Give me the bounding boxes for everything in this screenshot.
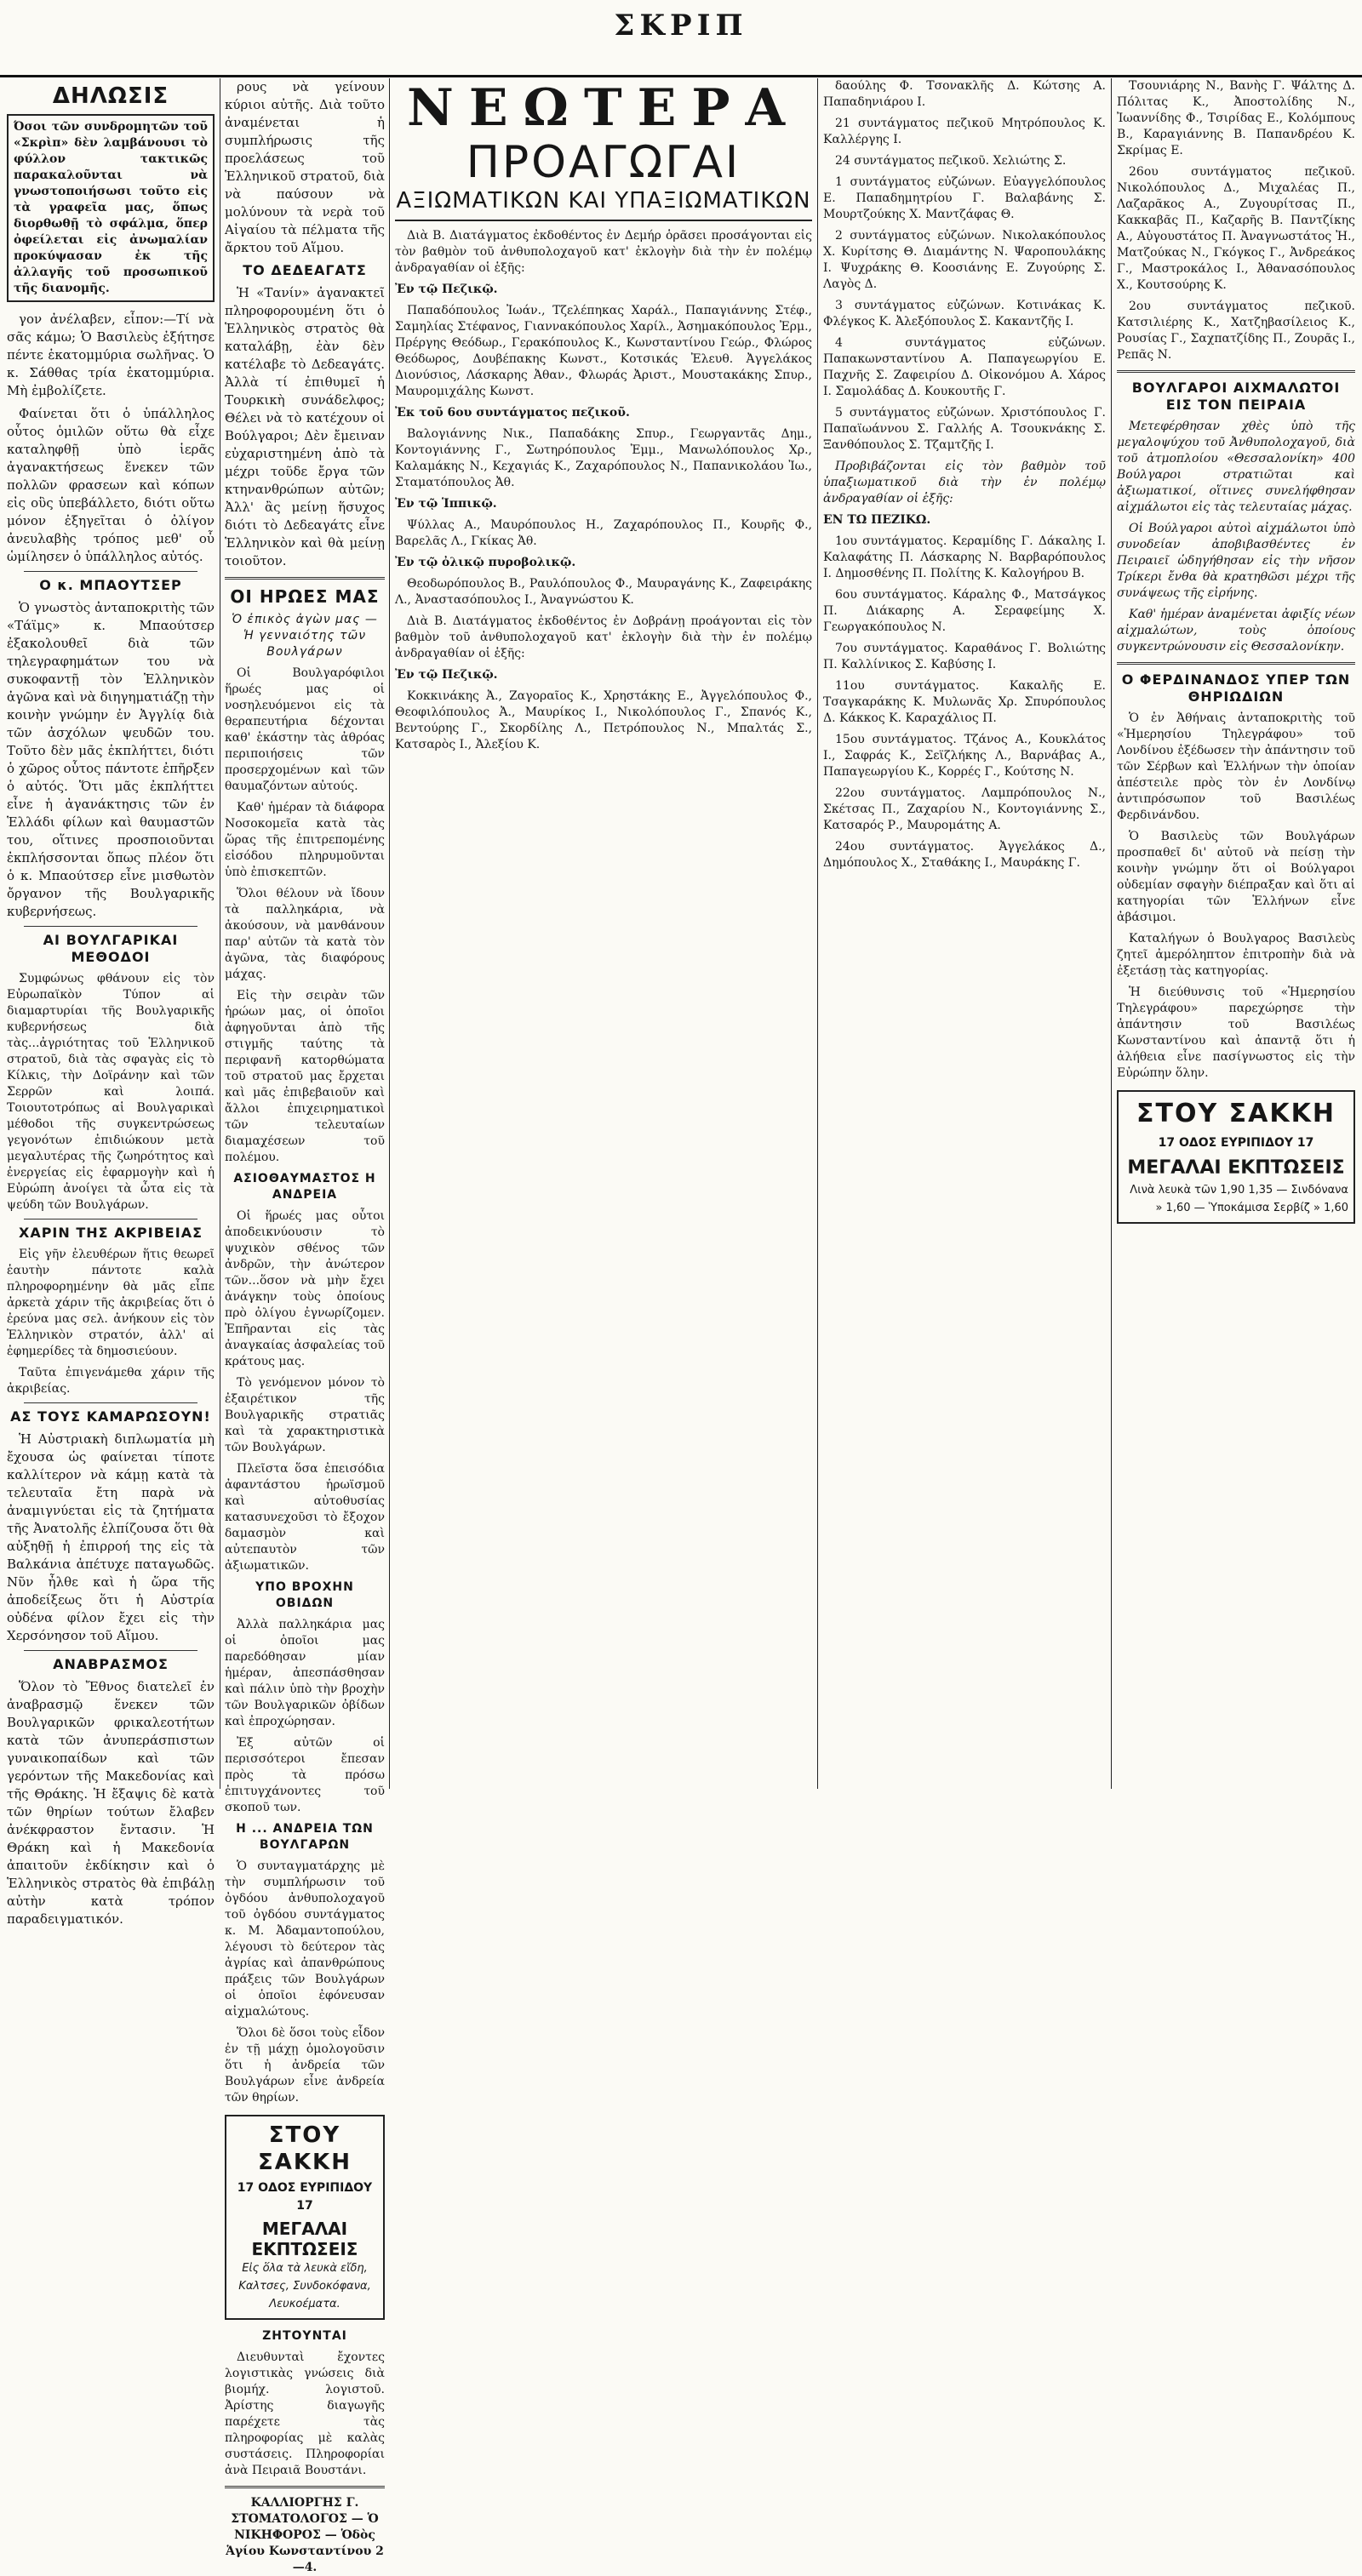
article-text: Ἐξ αὐτῶν οἱ περισσότεροι ἔπεσαν πρὸς τὰ πρόσω ἐπιτυγχάνοντες τοῦ σκοποῦ των. [225,1736,385,1814]
article-text: Ἡ «Τανίν» ἀγανακτεῖ πληροφορουμένη ὅτι ὁ Ἑλληνικὸς στρατὸς θὰ καταλάβῃ, ἐὰν δὲν κατέλαβε τὸ Δεδεαγάτς. Ἀλλὰ τί ἐπιθυμεῖ ἡ Τουρκικὴ συνάδελφος; Θέλει νὰ τὸ κατέχουν οἱ Βούλγαροι; Δὲν ἔμειναν εὐχαριστημένη ἀπὸ τὰ μέχρι τοῦδε ἔργα τῶν κτηνανθρώπων αὐτῶν; Ἀλλ' ἂς μείνῃ ἥσυχος διότι τὸ Δεδεαγάτς εἶνε Ἑλληνικὸν καὶ θὰ μείνῃ τοιοῦτον. [225,285,385,568]
article-text: Πλεῖστα ὅσα ἐπεισόδια ἀφαντάστου ἡρωϊσμοῦ καὶ αὐτοθυσίας κατασυνεχοῦσι τὸ ἔξοχον δαμασμὸν καὶ αὐτεπαυτὸν τῶν ἀξιωματικῶν. [225,1462,385,1573]
article-text: Οἱ Βουλγαρόφιλοι ἥρωές μας οἱ νοσηλευόμενοι εἰς τὰ θεραπευτήρια δέχονται καθ' ἑκάστην τὰς ἀθρόας περιποιήσεις τῶν προσερχομένων καὶ τῶν θαυμαζόντων αὐτούς. [225,666,385,793]
column-5 [1117,78,1355,1789]
article-text: Κοκκινάκης Ἀ., Ζαγοραῖος Κ., Χρηστάκης Ε., Ἀγγελόπουλος Φ., Θεοφιλόπουλος Ἀ., Μαυρίκος Ι., Νικολόπουλος Γ., Σπανός Κ., Βεντούρης Γ., Σκορδίλης Λ., Πετρόπουλος Ν., Μπαλτάς Σ., Κατσαρὸς Ι., Ἀλεξίου Κ. [395,689,812,751]
classified-text: Διευθυνταὶ ἔχοντες λογιστικὰς γνώσεις διὰ βιομήχ. λογιστοῦ. Ἀρίστης διαγωγῆς παρέχετε τὰς πληροφορίας μὲ καλὰς συστάσεις. Πληροφορίαι ἀνὰ Πειραιᾶ Βουστάνι. [225,2350,385,2477]
article-heading: Η ... ΑΝΔΡΕΙΑ ΤΩΝ ΒΟΥΛΓΑΡΩΝ [236,1822,374,1852]
article-text: 24 συντάγματος πεζικοῦ. Χελιώτης Σ. [835,154,1067,168]
article-text: 5 συντάγματος εὐζώνων. Χριστόπουλος Γ. Παπαϊωάννου Σ. Γαλλής Α. Τσουκνάκης Σ. Ξανθόπουλος Σ. Τζαμτζῆς Ι. [823,406,1106,452]
article-heading: ΤΟ ΔΕΔΕΑΓΑΤΣ [243,262,367,278]
article-text: Ἡ Αὐστριακὴ διπλωματία μὴ ἔχουσα ὡς φαίνεται τίποτε καλλίτερον νὰ κάμῃ κατὰ τὰ τελευταῖα ἔτη παρὰ νὰ ἀναμιγνύεται εἰς τὰ ζητήματα τῆς Ἀνατολῆς ἐλπίζουσα ὅτι θὰ αὐξηθῇ ἡ ἐπιρροή της εἰς τὰ Βαλκάνια ἀπέτυχε παταγωδῶς. Νῦν ἦλθε καὶ ἡ ὥρα τῆς ἀποδείξεως ὅτι ἡ Αὐστρία οὐδένα φίλον ἔχει εἰς τὴν Χερσόνησον τοῦ Αἵμου. [7,1431,215,1643]
article-heading: ΧΑΡΙΝ ΤΗΣ ΑΚΡΙΒΕΙΑΣ [18,1225,203,1241]
article-text: 24ου συντάγματος. Ἀγγελάκος Δ., Δημόπουλος Χ., Σταθάκης Ι., Μαυράκης Γ. [823,840,1106,870]
article-text: δαούλης Φ. Τσονακλῆς Δ. Κώτσης Α. Παπαδηνιάρου Ι. [823,79,1106,109]
ad-headline: ΜΕΓΑΛΑΙ ΕΚΠΤΩΣΕΙΣ [251,2219,358,2259]
article-heading: Ο κ. ΜΠΑΟΥΤΣΕΡ [39,577,182,593]
divider [24,1650,197,1651]
section-label: Ἐν τῷ Ἱππικῷ. [395,497,497,511]
advertisement-sakki [1117,1090,1355,1224]
article-text: Παπαδόπουλος Ἰωάν., Τζελέπηκας Χαράλ., Παπαγιάννης Στέφ., Σαμηλίας Στέφανος, Γιαννακόπουλος Χαρίλ., Ἀσημακόπουλος Ἐρμ., Πρέργης Θεόδωρ., Γερακόπουλος Κ., Κωνσταντίνου Γεώρ., Φλώρος Θεόδωρος, Δουβέπακης Κωνστ., Κοτσικάς Ἐλευθ. Ἀγγελάκος Διονύσιος, Λάσκαρης Ἀθαν., Φλωράς Ἀριστ., Μουστακάκης Σπυρ., Μαυρομιχάλης Κωνστ. [395,304,812,398]
article-text: 6ου συντάγματος. Κάραλης Φ., Ματσάγκος Π. Διάκαρης Α. Σεραφείμης Χ. Γεωργακόπουλος Ν. [823,588,1106,634]
article-heading: ΔΗΛΩΣΙΣ [52,83,169,109]
article-heading: ΠΡΟΑΓΩΓΑΙ [466,137,741,188]
column-4 [823,78,1106,1789]
article-text: 15ου συντάγματος. Τζάνος Α., Κουκλάτος Ι., Σαφράς Κ., Σεϊζλήκης Λ., Βαρνάβας Α., Παπαγεωργίου Κ., Κορρές Γ., Κούτσης Ν. [823,733,1106,779]
ad-text: Εἰς ὅλα τὰ λευκὰ εἴδη, Καλτσες, Συνδοκόφανα, Λευκοέματα. [238,2262,371,2310]
article-heading: Ο ΦΕΡΔΙΝΑΝΔΟΣ ΥΠΕΡ ΤΩΝ ΘΗΡΙΩΔΙΩΝ [1121,671,1351,705]
article-subheading: Ὁ ἐπικὸς ἀγὼν μας — Ἡ γενναιότης τῶν Βουλγάρων [232,613,378,659]
article-text: 2ου συντάγματος πεζικοῦ. Κατσιλιέρης Κ., Χατζηβασίλειος Κ., Ρουσίας Γ., Σαχπατζίδης Π., Ζουρᾶς Ι., Ρεπᾶς Ν. [1117,300,1355,362]
column-rule [817,78,818,1789]
article-text: Ὁ συνταγματάρχης μὲ τὴν συμπλήρωσιν τοῦ ὀγδόου ἀνθυπολοχαγοῦ τοῦ ὀγδόου συντάγματος κ. Μ. Ἀδαμαντοπούλου, λέγουσι τὸ δεύτερον τὰς ἀγρίας καὶ ἀπανθρώπους πράξεις τῶν Βουλγάρων οἱ ὁποῖοι ἐφόνευσαν αἰχμαλώτους. [225,1859,385,2019]
article-text: Εἰς τὴν σειρὰν τῶν ἡρώων μας, οἱ ὁποῖοι ἀφηγοῦνται ἀπὸ τῆς στιγμῆς ταύτης τὰ περιφανῆ κατορθώματα τοῦ στρατοῦ μας ἔρχεται καὶ μᾶς ἐπιβεβαιοῦν καὶ ἄλλοι ἐπιχειρηματικοὶ τῶν τελευταίων διαμαχέσεων τοῦ πολέμου. [225,989,385,1164]
article-text: Διὰ Β. Διατάγματος ἐκδοθέντος ἐν Δοβράνῃ προάγονται εἰς τὸν βαθμὸν τοῦ ἀνθυπολοχαγοῦ κατ' ἐκλογὴν διὰ τὴν ἐν πολέμῳ ἀνδραγαθίαν οἱ ἑξῆς: [395,614,812,660]
article-text: Ὅλοι θέλουν νὰ ἴδουν τὰ παλληκάρια, νὰ ἀκούσουν, νὰ μανθάνουν παρ' αὐτῶν τὰ κατὰ τὸν ἀγῶνα, τὰς διαφόρους μάχας. [225,887,385,981]
article-text: Μετεφέρθησαν χθὲς ὑπὸ τῆς μεγαλοψύχου τοῦ Ἀνθυπολοχαγοῦ, διὰ τοῦ ἀτμοπλοίου «Θεσσαλονίκη» 400 Βούλγαροι στρατιῶται καὶ ἀξιωματικοί, οἵτινες συνελήφθησαν αἰχμάλωτοι εἰς τὰς τελευταίας μάχας. [1117,420,1355,514]
ad-prices: Λινὰ λευκὰ τῶν 1,90 1,35 — Σινδόνανα » 1,60 — Ὑποκάμισα Σερβίζ » 1,60 [1130,1184,1348,1214]
article-heading: ΟΙ ΗΡΩΕΣ ΜΑΣ [230,586,380,607]
article-text: 1 συντάγματος εὐζώνων. Εὐαγγελόπουλος Ε. Παπαδημητρίου Γ. Βαλαβάνης Σ. Μουρτζούκης Χ. Μαντζάφας Θ. [823,175,1106,221]
article-text: Οἱ Βούλγαροι αὐτοὶ αἰχμάλωτοι ὑπὸ συνοδείαν ἀποβιβασθέντες ἐν Πειραιεῖ ὡδηγήθησαν εἰς τὴν νῆσον Τρίκερι ἔνθα θὰ κρατηθῶσι μέχρι τῆς συνάψεως τῆς εἰρήνης. [1117,522,1355,600]
article-text: 22ου συντάγματος. Λαμπρόπουλος Ν., Σκέτσας Π., Ζαχαρίου Ν., Κοντογιάννης Σ., Κατσαρός Ρ., Μαυρομάτης Α. [823,786,1106,832]
article-heading: ΒΟΥΛΓΑΡΟΙ ΑΙΧΜΑΛΩΤΟΙ ΕΙΣ ΤΟΝ ΠΕΙΡΑΙΑ [1131,380,1341,413]
article-text: Φαίνεται ὅτι ὁ ὑπάλληλος οὗτος ὁμιλῶν οὕτω θὰ εἶχε καταληφθῇ ὑπὸ ἱερᾶς ἀγανακτήσεως ἕνεκεν τῶν πολλῶν φρασεων καὶ κόπων εἰς οὓς ὑπεβάλλετο, διότι οὕτω μόνον ἐξηγεῖται ὁ ὀλίγον ἀνευλαβὴς τρόπος μεθ' οὗ ὡμίλησεν ὁ ὑπάλληλος αὐτός. [7,406,215,564]
article-text: Εἰς γῆν ἐλευθέρων ἥτις θεωρεῖ ἑαυτὴν πάντοτε καλὰ πληροφορημένην θὰ μᾶς εἶπε ἀρκετὰ χάριν τῆς ἀκριβείας ὅτι ὁ ἐρεύνα μας σελ. ἀνήκουν εἰς τὸν Ἑλληνικὸν στρατόν, ἀλλ' αἱ ἐφημερίδες τὰ δημοσιεύουν. [7,1248,215,1358]
classified-heading: ΖΗΤΟΥΝΤΑΙ [262,2329,347,2343]
section-label: Ἐν τῷ ὀλικῷ πυροβολικῷ. [395,556,576,569]
article-text: 3 συντάγματος εὐζώνων. Κοτινάκας Κ. Φλέγκος Κ. Ἀλεξόπουλος Σ. Κακαντζῆς Ι. [823,299,1106,328]
article-text: Ὁ ἐν Ἀθήναις ἀνταποκριτὴς τοῦ «Ἡμερησίου Τηλεγράφου» τοῦ Λονδίνου ἐξέδωσεν τὴν ἀπάντησιν τοῦ τῶν Σέρβων καὶ Ἑλλήνων τὴν ὁποίαν ἀπέστειλε πρὸς τὸν ἐν Λονδίνῳ ἀντιπρόσωπον τοῦ Βασιλέως Φερδινάνδου. [1117,711,1355,822]
article-heading: ΑΣ ΤΟΥΣ ΚΑΜΑΡΩΣΟΥΝ! [10,1408,211,1425]
article-text: 4 συντάγματος εὐζώνων. Παπακωνσταντίνου Α. Παπαγεωργίου Ε. Παχνῆς Σ. Ζαφειρίου Δ. Οἰκονόμου Α. Χάρος Ι. Σαμολάδας Δ. Κουκουτῆς Γ. [823,336,1106,398]
article-text: 2 συντάγματος εὐζώνων. Νικολακόπουλος Χ. Κυρίτσης Θ. Διαμάντης Ν. Ψαροπουλάκης Ι. Ψυχράκης Θ. Κοοσιάνης Ε. Ζυγούρης Σ. Λαγὸς Δ. [823,229,1106,291]
column-rule [389,78,390,1789]
section-label: ΕΝ ΤΩ ΠΕΖΙΚΩ. [823,513,931,527]
article-text: Ταῦτα ἐπιγενάμεθα χάριν τῆς ἀκριβείας. [7,1366,215,1396]
article-text: Ὅλον τὸ Ἔθνος διατελεῖ ἐν ἀναβρασμῷ ἕνεκεν τῶν Βουλγαρικῶν φρικαλεοτήτων κατὰ τῶν ἀνυπεράσπιστων γυναικοπαίδων καὶ τῶν γερόντων τῆς Μακεδονίας καὶ τῆς Θράκης. Ἡ ἔξαψις δὲ κατὰ τῶν θηρίων τούτων ἔλαβεν ἀνέκφραστον ἔντασιν. Ἡ Θράκη καὶ ἡ Μακεδονία ἀπαιτοῦν ἐκδίκησιν καὶ ὁ Ἑλληνικὸς στρατὸς θὰ ἐπιβάλῃ αὐτὴν κατὰ τρόπον παραδειγματικόν. [7,1679,215,1927]
section-label: Ἐκ τοῦ 6ου συντάγματος πεζικοῦ. [395,406,630,420]
article-text: Ὁ Βασιλεὺς τῶν Βουλγάρων προσπαθεῖ δι' αὐτοῦ νὰ πείσῃ τὴν κοινὴν γνώμην ὅτι οἱ Βούλγαροι οὐδεμίαν σφαγὴν διέπραξαν καὶ ὅτι αἱ κατηγορίαι τῶν Ἑλλήνων εἶνε ἀβάσιμοι. [1117,830,1355,924]
article-text: Καθ' ἡμέραν ἀναμένεται ἀφιξίς νέων αἰχμαλώτων, τοὺς ὁποίους συγκεντρώνουσιν εἰς Θεσσαλονίκην. [1117,608,1355,654]
advertisement-dentist: ΚΑΛΛΙΟΡΓΗΣ Γ. ΣΤΟΜΑΤΟΛΟΓΟΣ — Ὁ ΝΙΚΗΦΟΡΟΣ — Ὁδὸς Ἁγίου Κωνσταντίνου 2—4. [226,2496,384,2574]
advertisement-sakki [225,2115,385,2320]
article-text: Διὰ Β. Διατάγματος ἐκδοθέντος ἐν Δεμήρ ὁρᾶσει προσάγονται εἰς τὸν βαθμὸν τοῦ ἀνθυπολοχαγοῦ κατ' ἐκλογὴν διὰ τὴν ἐν πολέμῳ ἀνδραγαθίαν οἱ ἑξῆς: [395,229,812,275]
article-text: Βαλογιάννης Νικ., Παπαδάκης Σπυρ., Γεωργαντᾶς Δημ., Κοντογιάννης Γ., Σωτηρόπουλος Ἐμμ., Μανωλόπουλος Χρ., Καλαμάκης Ν., Κεχαγιάς Κ., Ζαχαρόπουλος Ν., Παπανικολάου Ἰω., Σταματόπουλος Ἀθ. [395,427,812,489]
column-1 [7,78,215,1927]
divider [24,1402,197,1403]
masthead [0,0,1362,77]
article-text: Θεοδωρόπουλος Β., Ραυλόπουλος Φ., Μαυραγάνης Κ., Ζαφειράκης Λ., Ἀναστασόπουλος Ι., Ἀναγνώστου Κ. [395,577,812,607]
article-text: Ὁ γνωστὸς ἀνταποκριτὴς τῶν «Τάϊμς» κ. Μπαούτσερ ἐξακολουθεῖ διὰ τῶν τηλεγραφημάτων του νὰ συκοφαντῇ τὸν Ἑλληνικὸν ἀγῶνα καὶ νὰ διηγηματιάζῃ τὴν κοινὴν γνώμην ἐν Ἀγγλίᾳ διὰ τῶν ἀσχόλων ψευδῶν του. Τοῦτο δὲν μᾶς ἐκπλήττει, διότι ὁ χῶρος οὗτος πάντοτε ἐπῆρξεν ὁ αὐτός. Ὅτι μᾶς ἐκπλήττει εἶνε ἡ ἀγανάκτησις τῶν ἐν Ἑλλάδι φίλων καὶ θαυμαστῶν του, οἵτινες προσποιοῦνται ἐκπλήσσονται ὅπως πλέον ὅτι ὁ κ. Μπαούτσερ εἶνε μισθωτὸν ὄργανον τῆς Βουλγαρικῆς κυβερνήσεως. [7,600,215,919]
article-text: 11ου συντάγματος. Κακαλῆς Ε. Τσαγκαράκης Κ. Μυλωνᾶς Χρ. Σπυρόπουλος Δ. Κάκκος Κ. Καραχάλιος Π. [823,679,1106,725]
article-text: Καθ' ἡμέραν τὰ διάφορα Νοσοκομεῖα κατὰ τὰς ὥρας τῆς ἐπιτρεπομένης εἰσόδου πληρυμοῦνται ὑπὸ ἐπισκεπτῶν. [225,801,385,879]
section-label: Ἐν τῷ Πεζικῷ. [395,283,498,296]
article-heading: ΑΙ ΒΟΥΛΓΑΡΙΚΑΙ ΜΕΘΟΔΟΙ [43,932,179,965]
divider [24,571,197,572]
section-heading-neotera: ΝΕΩΤΕΡΑ [406,78,801,138]
article-text: Τσουνιάρης Ν., Βανὴς Γ. Ψάλτης Δ. Πόλιτας Κ., Ἀποστολίδης Ν., Ἰωαννίδης Φ., Τσιρίδας Ε., Κολόμπους Β., Καραγιάννης Β. Παπανδρέου Κ. Σκρίμας Ε. [1117,79,1355,157]
divider [225,577,385,580]
ad-headline: ΜΕΓΑΛΑΙ ΕΚΠΤΩΣΕΙΣ [1127,1157,1345,1179]
article-text: Καταλήγων ὁ Βουλγαρος Βασιλεὺς ζητεῖ ἀμερόληπτον ἐπιτροπὴν διὰ νὰ ἐξετάσῃ τὰς κατηγορίας. [1117,932,1355,978]
article-text: ρους νὰ γείνουν κύριοι αὐτῆς. Διὰ τοῦτο ἀναμένεται ἡ συμπλήρωσις τῆς προελάσεως τοῦ Ἑλληνικοῦ στρατοῦ, διὰ νὰ παύσουν νὰ μολύνουν τὰ νερὰ τοῦ Αἰγαίου τὰ πέλματα τῆς ἄρκτου τοῦ Αἵμου. [225,79,385,255]
divider [1117,662,1355,665]
column-2 [225,78,385,2574]
article-text: Ψύλλας Α., Μαυρόπουλος Η., Ζαχαρόπουλος Π., Κουρῆς Φ., Βαρελᾶς Λ., Γκίκας Ἀθ. [395,518,812,548]
article-text: 1ου συντάγματος. Κεραμίδης Γ. Δάκαλης Ι. Καλαφάτης Π. Λάσκαρης Ν. Βαρβαρόπουλος Ι. Δημοσθένης Π. Πολίτης Κ. Καλογήρου Β. [823,534,1106,580]
divider [24,926,197,927]
column-3 [395,78,812,1789]
notice-box: Όσοι τῶν συνδρομητῶν τοῦ «Σκρὶπ» δὲν λαμβάνουσι τὸ φύλλον τακτικῶς παρακαλοῦνται νὰ γνωστοποιήσωσι τοῦτο εἰς τὰ γραφεῖα μας, ὅπως διορθωθῇ τὸ σφάλμα, ὅπερ ὀφείλεται εἰς ἀνωμαλίαν προκύψασαν ἐκ τῆς ἀλλαγῆς τοῦ προσωπικοῦ τῆς διανομῆς. [7,114,215,302]
article-text: γον ἀνέλαβεν, εἶπον:—Τί νὰ σᾶς κάμω; Ὁ Βασιλεὺς ἐξήτησε πέντε ἑκατομμύρια σωλῆνας. Ὁ κ. Σάθθας τρία ἑκατομμύρια. Μὴ ἐμβολίζετε. [7,311,215,398]
article-text: 7ου συντάγματος. Καραθάνος Γ. Βολιώτης Π. Καλλίνικος Σ. Καβύσης Ι. [823,642,1106,671]
ad-address: 17 ΟΔΟΣ ΕΥΡΙΠΙΔΟΥ 17 [237,2181,373,2213]
article-text: Συμφώνως φθάνουν εἰς τὸν Εὐρωπαϊκὸν Τύπον αἱ διαμαρτυρίαι τῆς Βουλγαρικῆς κυβερνήσεως διὰ τὰς...ἀγριότητας τοῦ Ἑλληνικοῦ στρατοῦ, διὰ τὰς σφαγὰς εἰς τὸ Κίλκις, τὴν Δοϊράνην καὶ τῶν Σερρῶν καὶ λοιπά. Τοιουτοτρόπως αἱ Βουλγαρικαὶ μέθοδοι τῆς συγκεντρώσεως γεγονότων ἐπιδιώκουν μετὰ μεγαλυτέρας τῆς ζωηρότητος καὶ ἐνεργείας εἰς ἐφαρμογὴν καὶ ἡ Εὐρώπη ἀνοίγει τὰ ὦτα εἰς τὰ ψεύδη τῶν Βουλγάρων. [7,972,215,1212]
article-heading: ΑΣΙΟΘΑΥΜΑΣΤΟΣ Η ΑΝΔΡΕΙΑ [233,1172,376,1202]
article-text: Τὸ γενόμενον μόνον τὸ ἐξαιρέτικον τῆς Βουλγαρικῆς στρατιᾶς καὶ τὰ χαρακτηριστικὰ τῶν Βουλγάρων. [225,1376,385,1454]
article-text: Προβιβάζονται εἰς τὸν βαθμὸν τοῦ ὑπαξιωματικοῦ διὰ τὴν ἐν πολέμῳ ἀνδραγαθίαν οἱ ἑξῆς: [823,460,1106,505]
article-text: Ὅλοι δὲ ὅσοι τοὺς εἶδον ἐν τῇ μάχῃ ὁμολογοῦσιν ὅτι ἡ ἀνδρεία τῶν Βουλγάρων εἶνε ἀνδρεία τῶν θηρίων. [225,2026,385,2105]
article-text: Ἀλλὰ παλληκάρια μας οἱ ὁποῖοι μας παρεδόθησαν μίαν ἡμέραν, ἀπεσπάσθησαν καὶ πάλιν ὑπὸ τὴν βροχὴν τῶν Βουλγαρικῶν ὀβίδων καὶ ἐπροχώρησαν. [225,1618,385,1728]
ad-title: ΣΤΟΥ ΣΑΚΚΗ [258,2122,352,2175]
newspaper-title: ΣΚΡΙΠ [614,9,748,43]
divider [1117,370,1355,373]
column-rule [1111,78,1112,1789]
article-text: Οἱ ἥρωές μας οὗτοι ἀποδεικνύουσιν τὸ ψυχικὸν σθένος τῶν ἀνδρῶν, τὴν ἀνώτερον τῶν...ὅσον νὰ μὴν ἔχει ἀνάγκην τοὺς ὁποίους πρὸ ὀλίγου ἐγνωρίζομεν. Ἐπῆρανται εἰς τὰς ἀναγκαίας ἀσφαλείας τοῦ κράτους μας. [225,1209,385,1368]
ad-title: ΣΤΟΥ ΣΑΚΚΗ [1136,1099,1336,1128]
article-text: 26ου συντάγματος πεζικοῦ. Νικολόπουλος Δ., Μιχαλέας Π., Λαζαρᾶκος Α., Ζυγουρίτσας Π., Κακκαβᾶς Π., Καζαρῆς Β. Παντζίκης Α., Αὐγουστάτος Π. Ἀναγνωστάτος Ἠ., Ματζούκας Ν., Γκόγκος Γ., Ἀνδρεάκος Γ., Μαστροκάλος Ι., Ἀθανασόπουλος Χ., Κουτσούρης Κ. [1117,165,1355,292]
article-text: Ἡ διεύθυνσις τοῦ «Ἡμερησίου Τηλεγράφου» παρεχώρησε τὴν ἀπάντησιν τοῦ Βασιλέως Κωνσταντίνου καὶ ἀπαντᾷ ὅτι ἡ ἀλήθεια εἶνε πασίγνωστος εἰς τὴν Εὐρώπην ὅλην. [1117,985,1355,1080]
section-label: Ἐν τῷ Πεζικῷ. [395,668,498,682]
article-text: 21 συντάγματος πεζικοῦ Μητρόπουλος Κ. Καλλέργης Ι. [823,117,1106,146]
divider [225,2486,385,2488]
article-subheading: ΑΞΙΩΜΑΤΙΚΩΝ ΚΑΙ ΥΠΑΞΙΩΜΑΤΙΚΩΝ [395,187,812,221]
article-heading: ΥΠΟ ΒΡΟΧΗΝ ΟΒΙΔΩΝ [255,1580,354,1610]
ad-address: 17 ΟΔΟΣ ΕΥΡΙΠΙΔΟΥ 17 [1158,1136,1314,1150]
article-heading: ΑΝΑΒΡΑΣΜΟΣ [53,1656,169,1672]
